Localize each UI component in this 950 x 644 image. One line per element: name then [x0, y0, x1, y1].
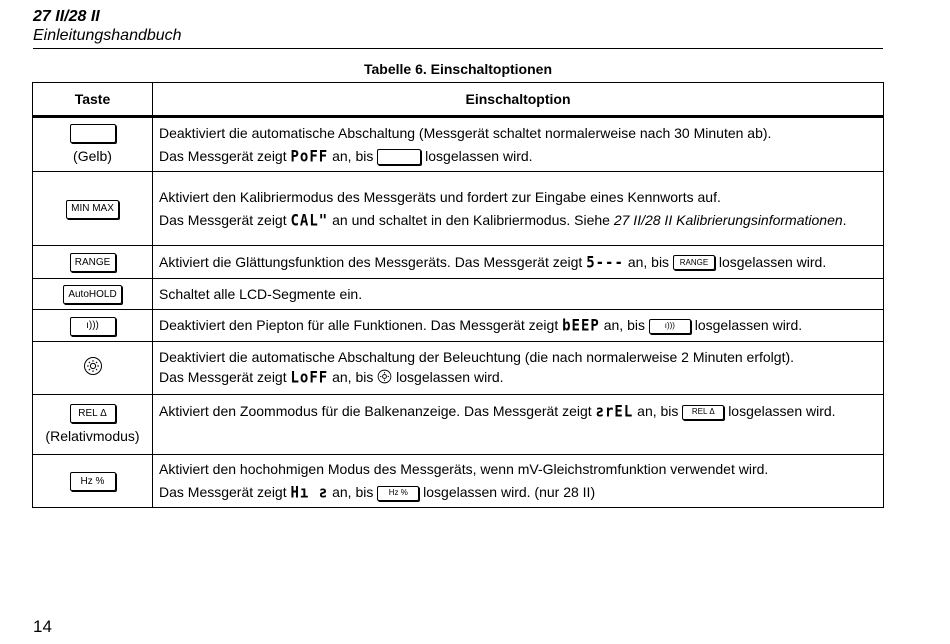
page-number: 14	[33, 617, 52, 636]
column-header-option: Einschaltoption	[153, 83, 884, 117]
rel-key: REL Δ	[70, 404, 116, 423]
option-text: Aktiviert den Zoommodus für die Balkenanzeige. Das Messgerät zeigt	[159, 403, 592, 419]
option-cell	[153, 455, 884, 508]
key-cell	[33, 455, 153, 508]
key-cell	[33, 246, 153, 279]
lcd-display-code: PoFF	[290, 147, 329, 166]
min-max-key: MIN MAX	[66, 200, 119, 219]
key-cell	[33, 342, 153, 395]
key-caption: (Gelb)	[73, 148, 112, 165]
table-caption: Tabelle 6. Einschaltoptionen	[364, 61, 552, 77]
text-fragment: Das Messgerät zeigt	[159, 211, 287, 228]
table-row	[33, 455, 884, 508]
manual-reference: 27 II/28 II Kalibrierungsinformationen	[613, 211, 843, 228]
text-fragment: losgelassen wird.	[425, 147, 533, 164]
option-text-2	[159, 482, 877, 503]
column-header-key: Taste	[33, 83, 153, 117]
option-cell	[153, 117, 884, 172]
option-text: Aktiviert den hochohmigen Modus des Messgeräts, wenn mV-Gleichstromfunktion verwendet wird.	[159, 461, 769, 477]
beeper-key: ı)))	[70, 317, 116, 336]
key-cell	[33, 279, 153, 310]
text-fragment: an, bis	[603, 317, 645, 333]
table-header-row	[33, 83, 884, 117]
option-text-2	[159, 146, 877, 167]
autohold-key: AutoHOLD	[63, 285, 121, 304]
table-row	[33, 172, 884, 246]
text-fragment: an, bis	[332, 484, 374, 500]
lcd-display-code: Hı ƨ	[290, 483, 329, 503]
table-row	[33, 395, 884, 455]
option-text: Aktiviert den Kalibriermodus des Messgeräts und fordert zur Eingabe eines Kennworts auf.	[159, 188, 721, 205]
lcd-display-code: CAL"	[290, 211, 329, 230]
key-cell	[33, 395, 153, 455]
range-key: RANGE	[70, 253, 116, 272]
table-row	[33, 246, 884, 279]
option-cell	[153, 342, 884, 395]
header-title: Einleitungshandbuch	[33, 27, 182, 44]
option-text-2	[159, 367, 877, 388]
text-fragment: an, bis	[332, 147, 374, 164]
text-fragment: an, bis	[332, 369, 374, 386]
text-fragment: an, bis	[627, 253, 670, 270]
lcd-display-code: bEEP	[562, 316, 600, 336]
option-cell	[153, 310, 884, 342]
option-cell	[153, 172, 884, 246]
text-fragment: an und schaltet in den Kalibriermodus. Siehe	[332, 211, 610, 228]
key-caption: (Relativmodus)	[45, 428, 140, 445]
lcd-display-code: ƨrEL	[595, 402, 634, 422]
header-model: 27 II/28 II	[33, 8, 100, 25]
lcd-display-code: 5---	[586, 253, 624, 272]
text-fragment: losgelassen wird.	[728, 403, 836, 419]
key-cell	[33, 310, 153, 342]
option-text-2	[159, 210, 877, 231]
table-row	[33, 117, 884, 172]
page-header	[33, 7, 182, 45]
text-fragment: Das Messgerät zeigt	[159, 147, 287, 164]
rel-key-inline: REL Δ	[682, 405, 724, 420]
backlight-icon	[83, 356, 103, 381]
text-fragment: Das Messgerät zeigt	[159, 484, 287, 500]
text-fragment: losgelassen wird.	[718, 253, 827, 270]
text-fragment: .	[842, 211, 847, 228]
header-rule	[33, 48, 883, 49]
text-fragment: Das Messgerät zeigt	[159, 369, 287, 386]
table-row	[33, 342, 884, 395]
beeper-key-inline: ı)))	[649, 319, 691, 334]
hz-percent-key-inline: Hz %	[377, 486, 419, 501]
key-cell	[33, 117, 153, 172]
option-cell	[153, 246, 884, 279]
option-text: Deaktiviert die automatische Abschaltung (Messgerät schaltet normalerweise nach 30 Minuten ab).	[159, 124, 772, 141]
option-text: Deaktiviert den Piepton für alle Funktionen. Das Messgerät zeigt	[159, 317, 559, 333]
yellow-button-key	[70, 124, 116, 143]
text-fragment: losgelassen wird.	[694, 317, 803, 333]
yellow-button-key-inline	[377, 149, 421, 165]
option-cell	[153, 395, 884, 455]
backlight-icon-inline	[377, 369, 392, 389]
lcd-display-code: LoFF	[290, 369, 329, 388]
range-key-inline: RANGE	[673, 255, 715, 270]
power-on-options-table	[32, 82, 884, 508]
option-cell	[153, 279, 884, 310]
option-text: Schaltet alle LCD-Segmente ein.	[159, 286, 363, 302]
key-cell	[33, 172, 153, 246]
option-text: Deaktiviert die automatische Abschaltung der Beleuchtung (die nach normalerweise 2 Minuten erfolgt).	[159, 349, 795, 366]
text-fragment: an, bis	[637, 403, 679, 419]
table-row	[33, 310, 884, 342]
text-fragment: losgelassen wird.	[396, 369, 504, 386]
table-row	[33, 279, 884, 310]
text-fragment: losgelassen wird. (nur 28 II)	[423, 484, 596, 500]
option-text: Aktiviert die Glättungsfunktion des Messgeräts. Das Messgerät zeigt	[159, 253, 583, 270]
hz-percent-key: Hz %	[70, 472, 116, 491]
